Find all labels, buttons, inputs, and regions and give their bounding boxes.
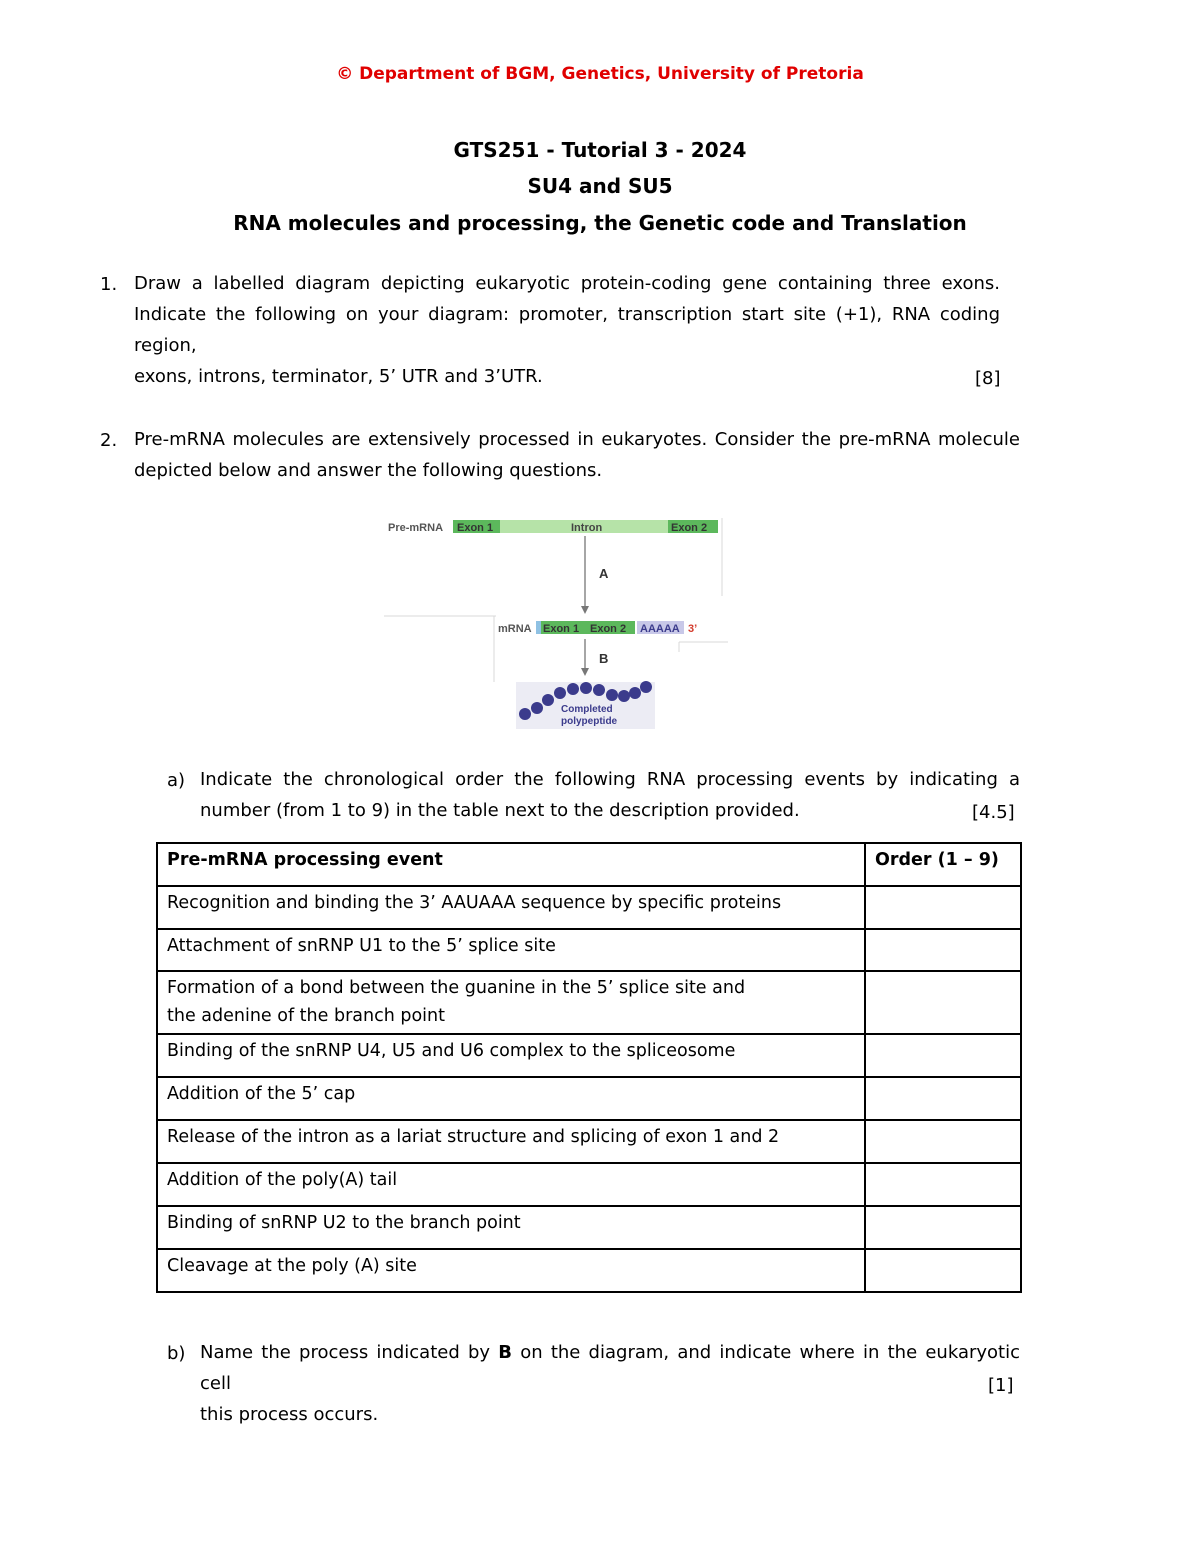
event-description-line-1: Recognition and binding the 3’ AAUAAA sequence by specific proteins bbox=[167, 893, 782, 913]
question-2b-line-1 bbox=[200, 1337, 1020, 1399]
pre-mrna-label: Pre-mRNA bbox=[388, 522, 444, 534]
question-2a-text bbox=[200, 764, 1020, 826]
event-description bbox=[157, 971, 865, 1034]
question-2a-marks: [4.5] bbox=[972, 802, 1015, 823]
mrna-3-prime-label: 3’ bbox=[688, 623, 698, 635]
order-answer-cell[interactable] bbox=[865, 1120, 1021, 1163]
order-answer-cell[interactable] bbox=[865, 1034, 1021, 1077]
question-2b-line-1-bold: B bbox=[498, 1342, 512, 1363]
question-1-text bbox=[134, 268, 1000, 392]
event-description bbox=[157, 1206, 865, 1249]
pre-mrna-exon-2-label: Exon 2 bbox=[671, 522, 708, 534]
event-description bbox=[157, 929, 865, 971]
event-description bbox=[157, 1034, 865, 1077]
mrna-label: mRNA bbox=[498, 623, 532, 635]
event-description-line-1: Binding of snRNP U2 to the branch point bbox=[167, 1213, 521, 1233]
event-description bbox=[157, 886, 865, 929]
tutorial-title: GTS251 - Tutorial 3 - 2024 bbox=[453, 138, 747, 162]
table-header-row bbox=[157, 843, 1021, 886]
question-2a-line-2: number (from 1 to 9) in the table next to the description provided. bbox=[200, 800, 800, 821]
mrna-exon-1-label: Exon 1 bbox=[543, 623, 580, 635]
question-1-marks: [8] bbox=[975, 368, 1001, 389]
table-row bbox=[157, 1120, 1021, 1163]
polypeptide-label-line-2: polypeptide bbox=[561, 716, 618, 727]
order-answer-cell[interactable] bbox=[865, 886, 1021, 929]
mrna-5-prime-cap bbox=[536, 621, 541, 634]
order-answer-cell[interactable] bbox=[865, 1077, 1021, 1120]
topic-title: RNA molecules and processing, the Genetic code and Translation bbox=[233, 211, 967, 235]
event-description-line-1: Attachment of snRNP U1 to the 5’ splice site bbox=[167, 936, 556, 956]
pre-mrna-intron-label: Intron bbox=[571, 522, 603, 534]
header-order: Order (1 – 9) bbox=[865, 843, 1021, 886]
question-2b-label: b) bbox=[167, 1343, 186, 1364]
event-description-line-1: Binding of the snRNP U4, U5 and U6 complex to the spliceosome bbox=[167, 1041, 736, 1061]
arrow-b-label: B bbox=[599, 651, 609, 666]
mrna-poly-a-label: AAAAA bbox=[640, 623, 680, 635]
question-2b-marks: [1] bbox=[988, 1375, 1014, 1396]
arrow-b-head bbox=[581, 668, 589, 676]
question-2b-line-1-pre: Name the process indicated by bbox=[200, 1342, 499, 1363]
pre-mrna-exon-1-label: Exon 1 bbox=[457, 522, 494, 534]
table-row bbox=[157, 971, 1021, 1034]
table-row bbox=[157, 1206, 1021, 1249]
event-description-line-2: the adenine of the branch point bbox=[167, 1006, 445, 1026]
question-2b-text bbox=[200, 1337, 1020, 1430]
question-1-number: 1. bbox=[100, 274, 118, 295]
order-answer-cell[interactable] bbox=[865, 971, 1021, 1034]
arrow-a-head bbox=[581, 606, 589, 614]
question-2a-line-1: Indicate the chronological order the following RNA processing events by indicating a bbox=[200, 769, 1020, 790]
event-description-line-1: Formation of a bond between the guanine in the 5’ splice site and bbox=[167, 978, 746, 998]
table-row bbox=[157, 1034, 1021, 1077]
table-row bbox=[157, 1249, 1021, 1292]
question-2b-line-2: this process occurs. bbox=[200, 1404, 379, 1425]
question-2-text bbox=[134, 424, 1020, 486]
event-description-line-1: Addition of the poly(A) tail bbox=[167, 1170, 398, 1190]
processing-events-table bbox=[156, 842, 1022, 1293]
question-1-line-3: exons, introns, terminator, 5’ UTR and 3’UTR. bbox=[134, 366, 543, 387]
event-description bbox=[157, 1077, 865, 1120]
event-description-line-1: Cleavage at the poly (A) site bbox=[167, 1256, 417, 1276]
event-description-line-1: Release of the intron as a lariat structure and splicing of exon 1 and 2 bbox=[167, 1127, 780, 1147]
copyright-notice: © Department of BGM, Genetics, University of Pretoria bbox=[336, 64, 864, 84]
question-1-line-2: Indicate the following on your diagram: promoter, transcription start site (+1), RNA coding region, bbox=[134, 304, 1000, 356]
question-2-line-1: Pre-mRNA molecules are extensively processed in eukaryotes. Consider the pre-mRNA molecule bbox=[134, 429, 1020, 450]
order-answer-cell[interactable] bbox=[865, 1249, 1021, 1292]
table-row bbox=[157, 1163, 1021, 1206]
event-description bbox=[157, 1249, 865, 1292]
question-2-line-2: depicted below and answer the following questions. bbox=[134, 460, 603, 481]
event-description bbox=[157, 1163, 865, 1206]
event-description-line-1: Addition of the 5’ cap bbox=[167, 1084, 356, 1104]
question-2b-line-1-post: on the diagram, and indicate where in the eukaryotic cell bbox=[200, 1342, 1020, 1394]
study-units-title: SU4 and SU5 bbox=[527, 174, 673, 198]
pre-mrna-processing-diagram bbox=[384, 510, 730, 732]
question-2-number: 2. bbox=[100, 430, 118, 451]
table-row bbox=[157, 1077, 1021, 1120]
table-row bbox=[157, 929, 1021, 971]
event-description bbox=[157, 1120, 865, 1163]
mrna-exon-2-label: Exon 2 bbox=[590, 623, 627, 635]
header-event: Pre-mRNA processing event bbox=[157, 843, 865, 886]
table-row bbox=[157, 886, 1021, 929]
order-answer-cell[interactable] bbox=[865, 1163, 1021, 1206]
arrow-a-label: A bbox=[599, 566, 609, 581]
order-answer-cell[interactable] bbox=[865, 1206, 1021, 1249]
order-answer-cell[interactable] bbox=[865, 929, 1021, 971]
polypeptide-label-line-1: Completed bbox=[561, 704, 613, 715]
question-2a-label: a) bbox=[167, 770, 186, 791]
question-1-line-1: Draw a labelled diagram depicting eukaryotic protein-coding gene containing three exons. bbox=[134, 273, 1000, 294]
